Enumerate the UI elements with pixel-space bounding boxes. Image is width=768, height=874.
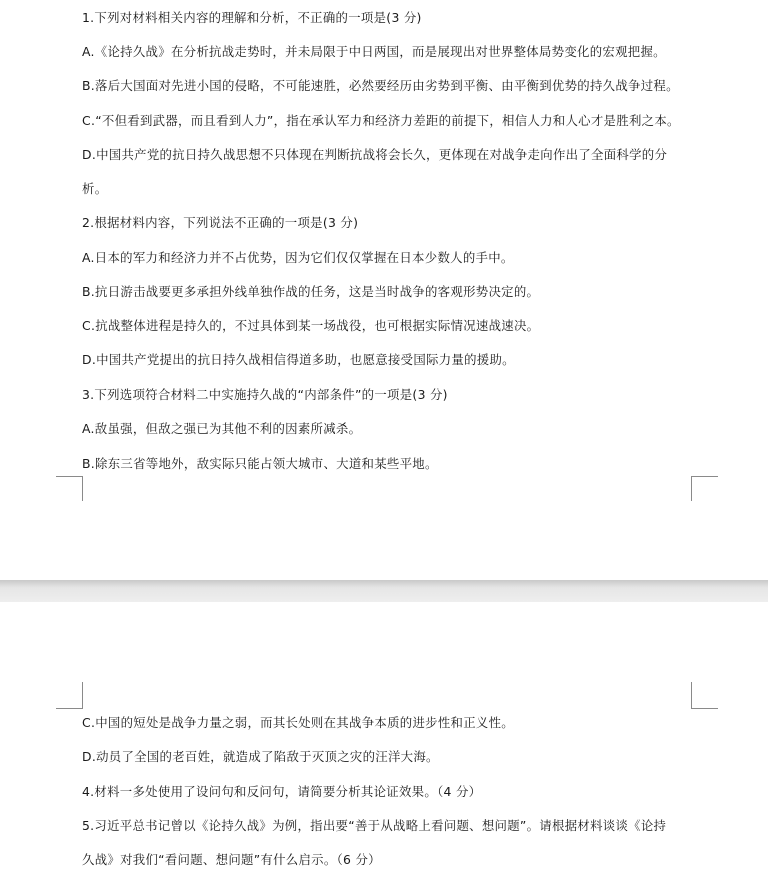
document-page-2 [0, 602, 768, 874]
question-2-option-d: D.中国共产党提出的抗日持久战相信得道多助，也愿意接受国际力量的援助。 [82, 352, 515, 367]
margin-corner-top-right [691, 682, 718, 709]
question-1-option-b: B.落后大国面对先进小国的侵略，不可能速胜，必然要经历由劣势到平衡、由平衡到优势的持久战争过程。 [82, 78, 679, 93]
question-1-option-d-cont: 析。 [82, 181, 108, 196]
question-1-option-c: C.“不但看到武器，而且看到人力”，指在承认军力和经济力差距的前提下，相信人力和人心才是胜利之本。 [82, 113, 680, 128]
question-5-stem: 5.习近平总书记曾以《论持久战》为例，指出要“善于从战略上看问题、想问题”。请根据材料谈谈《论持 [82, 818, 667, 833]
page-break-gap [0, 580, 768, 602]
question-3-option-d: D.动员了全国的老百姓，就造成了陷敌于灭顶之灾的汪洋大海。 [82, 749, 439, 764]
question-3-option-a: A.敌虽强，但敌之强已为其他不利的因素所减杀。 [82, 421, 362, 436]
question-1-option-a: A.《论持久战》在分析抗战走势时，并未局限于中日两国，而是展现出对世界整体局势变化的宏观把握。 [82, 44, 666, 59]
question-3-option-b: B.除东三省等地外，敌实际只能占领大城市、大道和某些平地。 [82, 456, 438, 471]
margin-corner-bottom-right [691, 476, 718, 501]
margin-corner-bottom-left [56, 476, 83, 501]
question-1-stem: 1.下列对材料相关内容的理解和分析，不正确的一项是(3 分) [82, 10, 422, 25]
question-2-stem: 2.根据材料内容，下列说法不正确的一项是(3 分) [82, 215, 359, 230]
question-2-option-a: A.日本的军力和经济力并不占优势，因为它们仅仅掌握在日本少数人的手中。 [82, 250, 514, 265]
question-2-option-b: B.抗日游击战要更多承担外线单独作战的任务，这是当时战争的客观形势决定的。 [82, 284, 540, 299]
question-3-option-c: C.中国的短处是战争力量之弱，而其长处则在其战争本质的进步性和正义性。 [82, 715, 514, 730]
question-5-stem-cont: 久战》对我们“看问题、想问题”有什么启示。（6 分） [82, 852, 381, 867]
question-1-option-d: D.中国共产党的抗日持久战思想不只体现在判断抗战将会长久，更体现在对战争走向作出了全面科学的分 [82, 147, 668, 162]
question-2-option-c: C.抗战整体进程是持久的，不过具体到某一场战役，也可根据实际情况速战速决。 [82, 318, 540, 333]
question-3-stem: 3.下列选项符合材料二中实施持久战的“内部条件”的一项是(3 分) [82, 387, 448, 402]
question-4-stem: 4.材料一多处使用了设问句和反问句，请简要分析其论证效果。（4 分） [82, 784, 482, 799]
margin-corner-top-left [56, 682, 83, 709]
